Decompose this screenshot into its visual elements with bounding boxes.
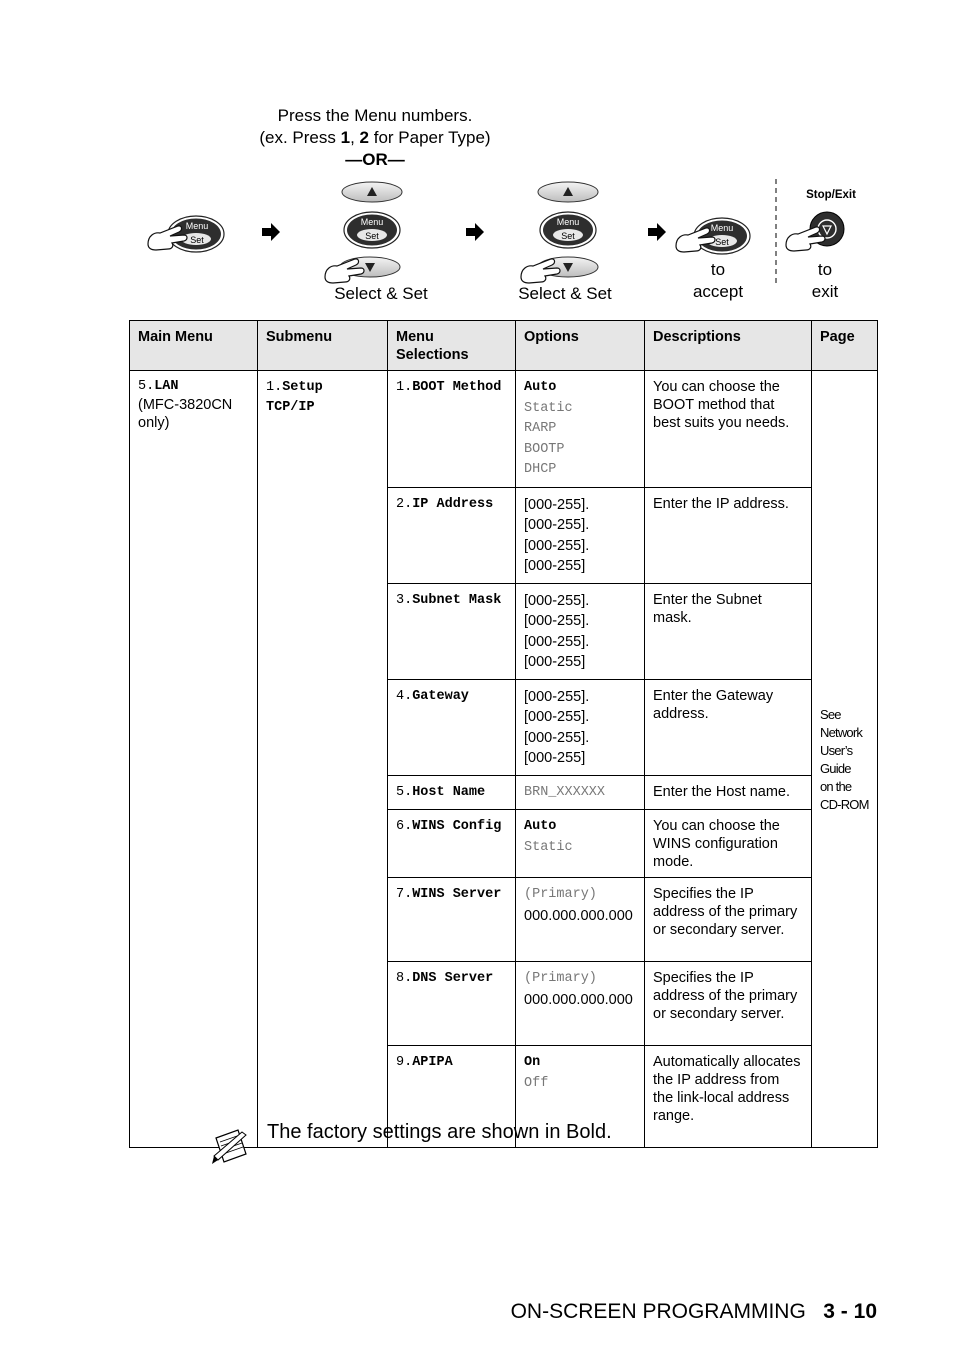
note-icon bbox=[212, 1128, 252, 1166]
header-descriptions: Descriptions bbox=[645, 321, 812, 371]
table-header-row bbox=[130, 321, 878, 371]
page-footer bbox=[511, 1300, 877, 1324]
key-menu-label-2: Menu bbox=[360, 217, 384, 227]
instruction-line-2: (ex. Press 1, 2 for Paper Type) bbox=[259, 128, 491, 147]
header-page: Page bbox=[812, 321, 878, 371]
description-cell: Automatically allocates the IP address from the link-local address range. bbox=[645, 1046, 812, 1148]
footer-page-number: 3 - 10 bbox=[823, 1300, 877, 1323]
stop-exit-label: Stop/Exit bbox=[806, 189, 856, 201]
key-set-label-2: Set bbox=[365, 231, 379, 241]
description-cell: Specifies the IP address of the primary or secondary server. bbox=[645, 962, 812, 1046]
selection-cell: 5.Host Name bbox=[388, 775, 516, 810]
table-row bbox=[130, 371, 878, 488]
description-cell: Enter the Subnet mask. bbox=[645, 583, 812, 679]
description-cell: Enter the IP address. bbox=[645, 487, 812, 583]
key-menu-label-1: Menu bbox=[185, 221, 209, 231]
main-menu-name: LAN bbox=[154, 379, 179, 394]
submenu-cell: 1.Setup TCP/IP bbox=[258, 371, 388, 1148]
options-cell: [000-255]. [000-255]. [000-255]. [000-255] bbox=[516, 487, 645, 583]
selection-cell: 4.Gateway bbox=[388, 679, 516, 775]
factory-settings-note: The factory settings are shown in Bold. bbox=[267, 1121, 612, 1143]
options-cell: [000-255]. [000-255]. [000-255]. [000-255] bbox=[516, 583, 645, 679]
key-menu-label-3: Menu bbox=[556, 217, 580, 227]
header-submenu: Submenu bbox=[258, 321, 388, 371]
selection-cell: 6.WINS Config bbox=[388, 810, 516, 878]
key-set-label-4: Set bbox=[715, 237, 729, 247]
key-set-label-1: Set bbox=[190, 235, 204, 245]
main-menu-note: (MFC-3820CN only) bbox=[138, 397, 233, 431]
options-cell: Auto Static bbox=[516, 810, 645, 878]
menu-table bbox=[129, 320, 878, 1148]
footer-section-title: ON-SCREEN PROGRAMMING bbox=[510, 1300, 806, 1323]
selection-cell: 3.Subnet Mask bbox=[388, 583, 516, 679]
description-cell: Specifies the IP address of the primary or secondary server. bbox=[645, 878, 812, 962]
header-main-menu: Main Menu bbox=[130, 321, 258, 371]
description-cell: Enter the Host name. bbox=[645, 775, 812, 810]
main-menu-cell: 5.LAN (MFC-3820CN only) bbox=[130, 371, 258, 1148]
selection-cell: 9.APIPA bbox=[388, 1046, 516, 1148]
selection-cell: 1.BOOT Method bbox=[388, 371, 516, 488]
header-menu-selections: Menu Selections bbox=[388, 321, 516, 371]
options-cell: BRN_XXXXXX bbox=[516, 775, 645, 810]
stop-exit-key bbox=[786, 212, 844, 251]
instruction-line-1: Press the Menu numbers. bbox=[277, 106, 473, 125]
arrow-right-icon-2 bbox=[466, 223, 484, 241]
header-options: Options bbox=[516, 321, 645, 371]
options-cell: [000-255]. [000-255]. [000-255]. [000-255] bbox=[516, 679, 645, 775]
key-set-label-3: Set bbox=[561, 231, 575, 241]
submenu-name: Setup TCP/IP bbox=[266, 380, 323, 415]
options-cell: Auto Static RARP BOOTP DHCP bbox=[516, 371, 645, 488]
options-cell: On Off bbox=[516, 1046, 645, 1148]
selection-cell: 8.DNS Server bbox=[388, 962, 516, 1046]
instruction-text bbox=[230, 105, 520, 171]
select-set-label-1: Select & Set bbox=[334, 284, 428, 303]
page-reference-cell: See Network User’s Guide on the CD-ROM bbox=[812, 371, 878, 1148]
description-cell: Enter the Gateway address. bbox=[645, 679, 812, 775]
or-separator: —OR— bbox=[345, 150, 405, 169]
to-exit-label: to exit bbox=[811, 260, 839, 301]
options-cell: (Primary) 000.000.000.000 bbox=[516, 962, 645, 1046]
to-accept-label: to accept bbox=[692, 260, 744, 301]
selection-cell: 2.IP Address bbox=[388, 487, 516, 583]
selection-cell: 7.WINS Server bbox=[388, 878, 516, 962]
arrow-right-icon-3 bbox=[648, 223, 666, 241]
description-cell: You can choose the BOOT method that best suits you needs. bbox=[645, 371, 812, 488]
select-set-label-2: Select & Set bbox=[518, 284, 612, 303]
arrow-right-icon-1 bbox=[262, 223, 280, 241]
description-cell: You can choose the WINS configuration mode. bbox=[645, 810, 812, 878]
key-menu-label-4: Menu bbox=[710, 223, 734, 233]
options-cell: (Primary) 000.000.000.000 bbox=[516, 878, 645, 962]
